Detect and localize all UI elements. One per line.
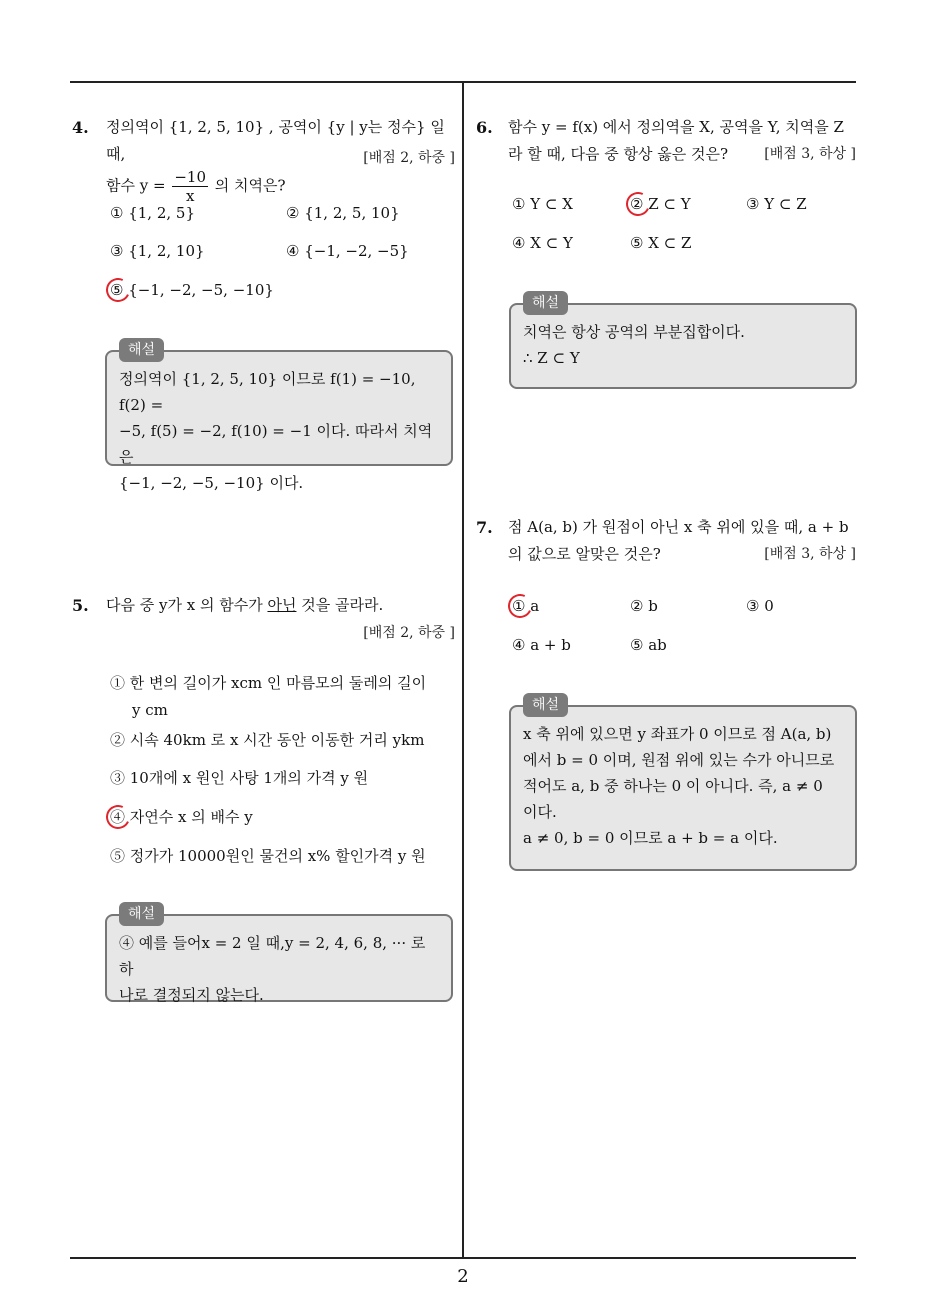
solution-box — [105, 342, 453, 492]
bottom-rule — [70, 1257, 856, 1259]
option-2[interactable]: ② {1, 2, 5, 10} — [286, 204, 400, 222]
column-divider — [462, 83, 464, 1258]
solution-box — [509, 697, 857, 871]
underlined-word: 아닌 — [267, 596, 297, 614]
fraction-denominator: x — [185, 187, 195, 205]
question-text — [106, 592, 456, 619]
question-number: 5. — [72, 596, 89, 615]
question-text-b: 것을 골라라. — [296, 596, 384, 614]
option-3[interactable]: ③ 0 — [746, 597, 774, 615]
question-line: 의 값으로 알맞은 것은? — [508, 545, 661, 563]
left-column — [70, 0, 455, 1250]
question-line-prefix: 함수 y = — [106, 176, 166, 195]
question-line: 점 A(a, b) 가 원점이 아닌 x 축 위에 있을 때, a + b — [508, 518, 849, 536]
question-number: 7. — [476, 518, 493, 537]
question-line: 라 할 때, 다음 중 항상 옳은 것은? — [508, 145, 729, 163]
option-1[interactable]: ① a — [512, 597, 540, 615]
question-line-suffix: 의 치역은? — [214, 176, 286, 195]
question-line — [106, 168, 456, 204]
solution-line: a ≠ 0, b = 0 이므로 a + b = a 이다. — [523, 829, 778, 847]
option-1[interactable]: ① 한 변의 길이가 xcm 인 마름모의 둘레의 길이 — [110, 674, 427, 692]
solution-box — [509, 295, 857, 389]
option-3[interactable]: ③ Y ⊂ Z — [746, 195, 807, 213]
solution-tag: 해설 — [523, 291, 568, 315]
solution-box — [105, 906, 453, 1004]
solution-line: ∴ Z ⊂ Y — [523, 349, 580, 367]
question-line: 함수 y = f(x) 에서 정의역을 X, 공역을 Y, 치역을 Z — [508, 118, 844, 136]
solution-tag: 해설 — [119, 338, 164, 362]
option-1-continued: y cm — [132, 701, 168, 719]
option-2[interactable]: ② 시속 40km 로 x 시간 동안 이동한 거리 ykm — [110, 731, 425, 749]
solution-line: 나로 결정되지 않는다. — [119, 986, 264, 1004]
solution-tag: 해설 — [523, 693, 568, 717]
solution-line: ④ 예를 들어x = 2 일 때,y = 2, 4, 6, 8, ··· 로 하 — [119, 934, 426, 978]
option-4[interactable]: ④ X ⊂ Y — [512, 234, 573, 252]
solution-line: 적어도 a, b 중 하나는 0 이 아니다. 즉, a ≠ 0 — [523, 777, 823, 795]
option-4[interactable]: ④ 자연수 x 의 배수 y — [110, 808, 253, 826]
option-5[interactable]: ⑤ {−1, −2, −5, −10} — [110, 281, 274, 299]
option-3[interactable]: ③ {1, 2, 10} — [110, 242, 205, 260]
solution-line: 치역은 항상 공역의 부분집합이다. — [523, 323, 745, 341]
option-4[interactable]: ④ {−1, −2, −5} — [286, 242, 409, 260]
option-2[interactable]: ② Z ⊂ Y — [630, 195, 691, 213]
question-text-a: 다음 중 y가 x 의 함수가 — [106, 596, 268, 614]
solution-line: {−1, −2, −5, −10} 이다. — [119, 474, 304, 492]
question-number: 6. — [476, 118, 493, 137]
page-number: 2 — [457, 1266, 469, 1287]
option-5[interactable]: ⑤ 정가가 10000원인 물건의 x% 할인가격 y 원 — [110, 847, 426, 865]
solution-line: 정의역이 {1, 2, 5, 10} 이므로 f(1) = −10, f(2) = — [119, 370, 416, 414]
option-5[interactable]: ⑤ X ⊂ Z — [630, 234, 692, 252]
right-column — [474, 0, 860, 1250]
score-meta: [배점 3, 하상 ] — [764, 146, 856, 162]
option-5[interactable]: ⑤ ab — [630, 636, 667, 654]
solution-line: x 축 위에 있으면 y 좌표가 0 이므로 점 A(a, b) — [523, 725, 832, 743]
option-1[interactable]: ① Y ⊂ X — [512, 195, 573, 213]
score-meta: [배점 2, 하중 ] — [363, 150, 455, 166]
solution-line: 이다. — [523, 803, 557, 821]
option-3[interactable]: ③ 10개에 x 원인 사탕 1개의 가격 y 원 — [110, 769, 369, 787]
solution-line: 에서 b = 0 이며, 원점 위에 있는 수가 아니므로 — [523, 751, 835, 769]
solution-tag: 해설 — [119, 902, 164, 926]
fraction-numerator: −10 — [174, 168, 206, 186]
option-4[interactable]: ④ a + b — [512, 636, 571, 654]
option-2[interactable]: ② b — [630, 597, 658, 615]
question-line: 정의역이 {1, 2, 5, 10} , 공역이 {y | y는 정수} 일 때, — [106, 118, 445, 163]
score-meta: [배점 3, 하상 ] — [764, 546, 856, 562]
solution-line: −5, f(5) = −2, f(10) = −1 이다. 따라서 치역은 — [119, 422, 433, 466]
option-1[interactable]: ① {1, 2, 5} — [110, 204, 196, 222]
score-meta: [배점 2, 하중 ] — [363, 625, 455, 641]
question-number: 4. — [72, 118, 89, 137]
